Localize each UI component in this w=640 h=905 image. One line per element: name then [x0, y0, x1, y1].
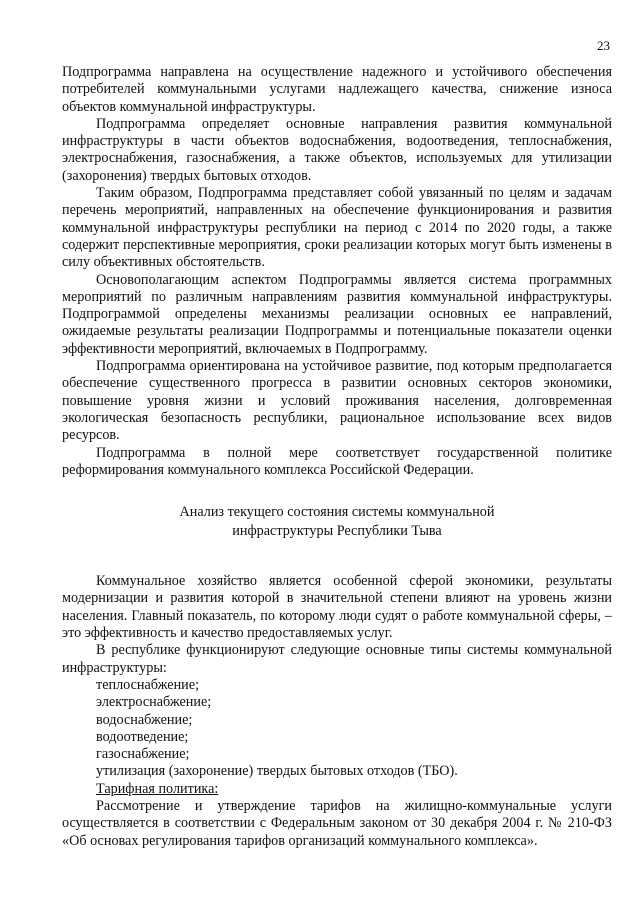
- paragraph: Подпрограмма в полной мере соответствует государственной политике реформирования коммунального комплекса Российской Федерации.: [62, 444, 612, 478]
- page-number: 23: [597, 38, 610, 53]
- list-item: утилизация (захоронение) твердых бытовых отходов (ТБО).: [96, 763, 458, 780]
- tariff-policy-heading: Тарифная политика:: [96, 780, 219, 797]
- paragraph: Основополагающим аспектом Подпрограммы является система программных мероприятий по различным направлениям развития коммунальной инфраструктуры. Подпрограммой определены механизмы реализации основных ее направлений, ожидаемые результаты реализации Подпрограммы и потенциальные показатели оценки эффективности мероприятий, включаемых в Подпрограмму.: [62, 271, 612, 357]
- list-item: газоснабжение;: [96, 746, 190, 763]
- paragraph: Рассмотрение и утверждение тарифов на жилищно-коммунальные услуги осуществляется в соответствии с Федеральным законом от 30 декабря 2004 г. № 210-ФЗ «Об основах регулирования тарифов организаций коммунального комплекса».: [62, 797, 612, 849]
- paragraph: Подпрограмма направлена на осуществление надежного и устойчивого обеспечения потребителей коммунальными услугами надлежащего качества, снижение износа объектов коммунальной инфраструктуры.: [62, 64, 612, 115]
- list-item: водоотведение;: [96, 728, 189, 745]
- list-item: электроснабжение;: [96, 694, 212, 711]
- infrastructure-types-list: [62, 677, 612, 781]
- section-heading-line: Анализ текущего состояния системы коммунальной: [179, 504, 495, 521]
- section-heading: [62, 503, 612, 541]
- section-heading-line: инфраструктуры Республики Тыва: [232, 523, 442, 540]
- paragraph: Подпрограмма определяет основные направления развития коммунальной инфраструктуры в части объектов водоснабжения, водоотведения, теплоснабжения, электроснабжения, газоснабжения, а также объектов, используемых для утилизации (захоронения) твердых бытовых отходов.: [62, 115, 612, 184]
- paragraph: Коммунальное хозяйство является особенной сферой экономики, результаты модернизации и развития которой в значительной степени влияют на уровень жизни населения. Главный показатель, по которому люди судят о работе коммунальной сферы, – это эффективность и качество предоставляемых услуг.: [62, 573, 612, 642]
- paragraph: Подпрограмма ориентирована на устойчивое развитие, под которым предполагается обеспечение существенного прогресса в развитии основных секторов экономики, повышение уровня жизни и условий проживания населения, долговременная экологическая безопасность республики, рациональное использование всех видов ресурсов.: [62, 358, 612, 444]
- list-item: водоснабжение;: [96, 711, 193, 728]
- list-item: теплоснабжение;: [96, 676, 200, 693]
- document-body: [62, 64, 612, 850]
- paragraph: В республике функционируют следующие основные типы системы коммунальной инфраструктуры:: [62, 642, 612, 676]
- paragraph: Таким образом, Подпрограмма представляет собой увязанный по целям и задачам перечень мероприятий, направленных на обеспечение функционирования и развития коммунальной инфраструктуры республики на период с 2014 по 2020 годы, а также содержит перспективные мероприятия, сроки реализации которых могут быть изменены в силу объективных обстоятельств.: [62, 185, 612, 271]
